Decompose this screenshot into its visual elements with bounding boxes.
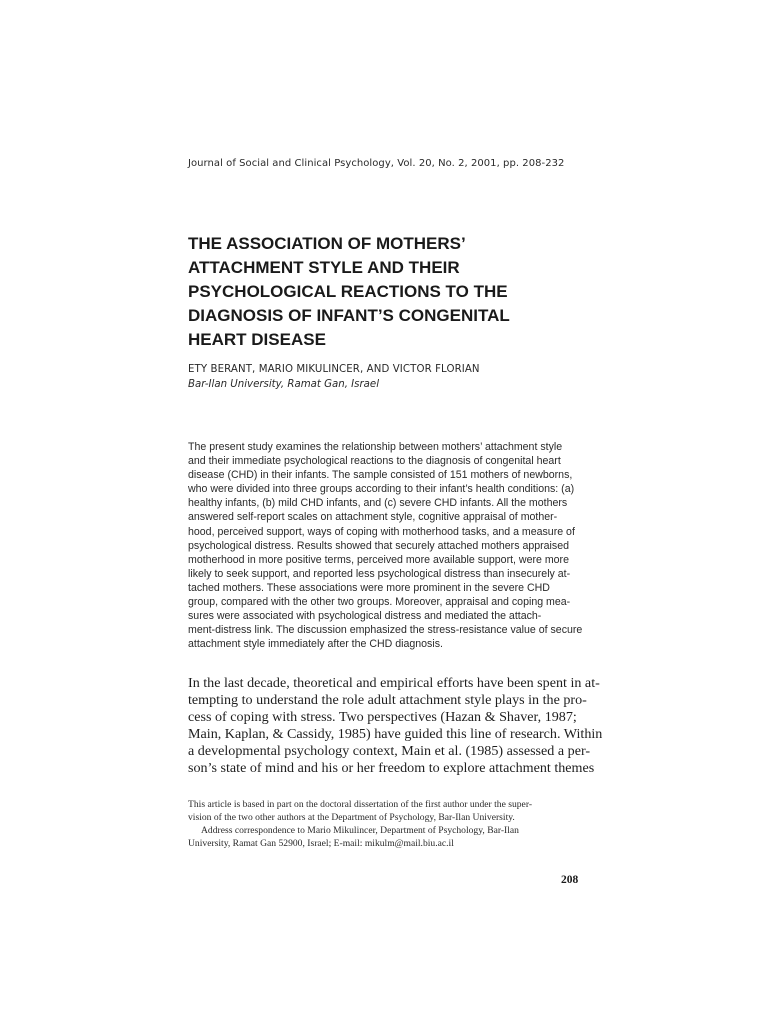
abstract-line: ment-distress link. The discussion emphasized the stress-resistance value of secure xyxy=(188,624,583,637)
title-line: DIAGNOSIS OF INFANT’S CONGENITAL xyxy=(188,306,510,325)
title-line: HEART DISEASE xyxy=(188,330,326,349)
footnote-line: This article is based in part on the doctoral dissertation of the first author under the super- xyxy=(188,799,533,810)
abstract-line: who were divided into three groups according to their infant’s health conditions: (a) xyxy=(188,483,575,496)
footnote-line: Address correspondence to Mario Mikulincer, Department of Psychology, Bar-Ilan xyxy=(201,825,519,837)
journal-citation: Journal of Social and Clinical Psychology, Vol. 20, No. 2, 2001, pp. 208-232 xyxy=(188,158,565,169)
abstract-line: attachment style immediately after the CHD diagnosis. xyxy=(188,638,443,651)
abstract-line: and their immediate psychological reactions to the diagnosis of congenital heart xyxy=(188,455,561,468)
abstract-line: sures were associated with psychological distress and mediated the attach- xyxy=(188,610,542,623)
body-line: son’s state of mind and his or her freedom to explore attachment themes xyxy=(188,760,595,777)
abstract-line: group, compared with the other two groups. Moreover, appraisal and coping mea- xyxy=(188,596,571,609)
article-title xyxy=(188,232,608,352)
author-affiliation: Bar-Ilan University, Ramat Gan, Israel xyxy=(188,379,380,390)
abstract-line: psychological distress. Results showed that securely attached mothers appraised xyxy=(188,539,569,552)
body-line: cess of coping with stress. Two perspectives (Hazan & Shaver, 1987; xyxy=(188,709,577,726)
abstract-line: tached mothers. These associations were more prominent in the severe CHD xyxy=(188,581,550,594)
abstract-line: likely to seek support, and reported less psychological distress than insecurely at- xyxy=(188,567,571,580)
title-line: PSYCHOLOGICAL REACTIONS TO THE xyxy=(188,282,508,301)
body-line: a developmental psychology context, Main et al. (1985) assessed a per- xyxy=(188,743,591,760)
footnote-line: vision of the two other authors at the Department of Psychology, Bar-Ilan University. xyxy=(188,812,515,824)
body-line: Main, Kaplan, & Cassidy, 1985) have guided this line of research. Within xyxy=(188,726,603,743)
abstract-line: answered self-report scales on attachment style, cognitive appraisal of mother- xyxy=(188,511,558,524)
body-line: In the last decade, theoretical and empirical efforts have been spent in at- xyxy=(188,675,600,691)
footnote xyxy=(188,798,582,850)
footnote-line: University, Ramat Gan 52900, Israel; E-mail: mikulm@mail.biu.ac.il xyxy=(188,838,454,850)
body-line: tempting to understand the role adult attachment style plays in the pro- xyxy=(188,692,587,709)
abstract-line: hood, perceived support, ways of coping with motherhood tasks, and a measure of xyxy=(188,525,575,538)
title-line: THE ASSOCIATION OF MOTHERS’ xyxy=(188,234,466,253)
abstract-line: motherhood in more positive terms, perceived more available support, were more xyxy=(188,553,569,566)
title-line: ATTACHMENT STYLE AND THEIR xyxy=(188,258,460,277)
abstract-line: healthy infants, (b) mild CHD infants, and (c) severe CHD infants. All the mothers xyxy=(188,497,568,510)
page-number: 208 xyxy=(561,874,579,886)
abstract-line: The present study examines the relationship between mothers’ attachment style xyxy=(188,441,563,453)
abstract xyxy=(188,440,582,651)
author-list: ETY BERANT, MARIO MIKULINCER, AND VICTOR FLORIAN xyxy=(188,364,480,375)
abstract-line: disease (CHD) in their infants. The sample consisted of 151 mothers of newborns, xyxy=(188,469,573,482)
body-paragraph xyxy=(188,675,603,778)
